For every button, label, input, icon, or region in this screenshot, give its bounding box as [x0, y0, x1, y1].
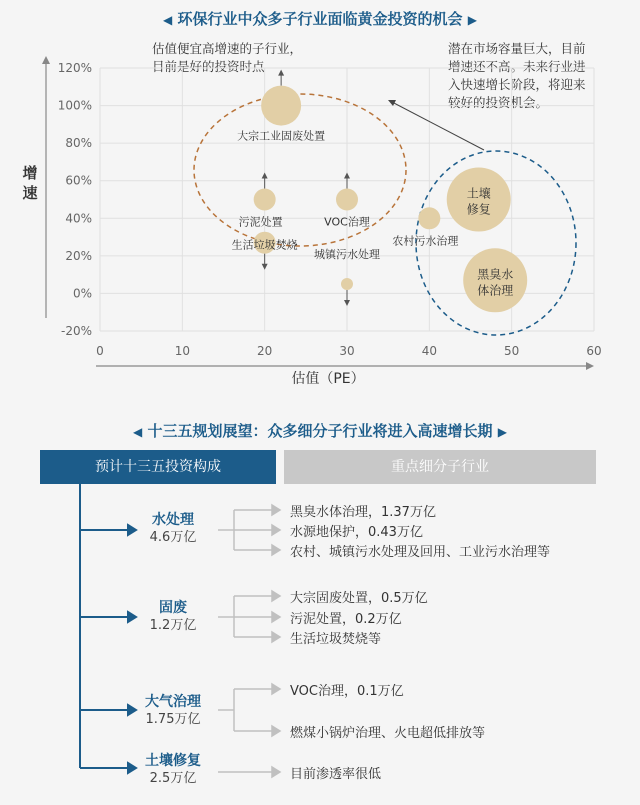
bubble-label: 大宗工业固废处置 [237, 129, 326, 143]
bubble-label: 体治理 [477, 283, 514, 298]
list-item: 目前渗透率很低 [290, 767, 382, 782]
bubble-label: 农村污水治理 [392, 234, 459, 248]
y-tick-label: 100% [57, 98, 92, 113]
x-tick-label: 60 [586, 344, 602, 358]
list-item: 生活垃圾焚烧等 [290, 632, 382, 647]
triangle-left-icon: ◀ [163, 13, 173, 27]
y-axis-label: 增 [22, 164, 38, 182]
x-tick-label: 50 [504, 344, 520, 358]
bubble-label: 城镇污水处理 [314, 248, 380, 262]
list-item: 水源地保护，0.43万亿 [290, 525, 423, 540]
x-tick-label: 0 [96, 344, 104, 358]
bubble-label: 生活垃圾焚烧 [231, 238, 298, 252]
triangle-left-icon: ◀ [133, 425, 143, 439]
note-right: 潜在市场容量巨大，目前 增速还不高。未来行业进 入快速增长阶段，将迎来 较好的投资机会。 [448, 41, 586, 110]
bubble-label: 土壤 [466, 186, 491, 201]
note-left: 估值便宜高增速的子行业， 目前是好的投资时点 [152, 41, 303, 74]
bubble-label: 修复 [466, 202, 491, 217]
x-tick-label: 40 [421, 344, 437, 358]
y-tick-label: -20% [60, 324, 92, 338]
x-tick-label: 10 [174, 344, 190, 358]
header-subsectors: 重点细分子行业 [284, 450, 596, 484]
y-tick-label: 80% [65, 136, 92, 151]
category-solid-waste: 固废 1.2万亿 [149, 600, 197, 633]
y-tick-label: 0% [72, 286, 92, 301]
triangle-right-icon: ▶ [467, 13, 477, 27]
list-item: 污泥处置，0.2万亿 [290, 612, 402, 627]
x-axis-label: 估值（PE） [291, 371, 365, 387]
chart-title: ◀ 环保行业中众多子行业面临黄金投资的机会 ▶ [163, 10, 477, 28]
y-tick-label: 60% [65, 173, 92, 188]
section2-title: ◀ 十三五规划展望：众多细分子行业将进入高速增长期 ▶ [133, 422, 507, 440]
x-tick-label: 20 [257, 344, 273, 358]
bubble-label: 黑臭水 [477, 267, 514, 282]
category-soil: 土壤修复 2.5万亿 [145, 753, 201, 786]
y-tick-label: 20% [65, 248, 92, 263]
list-item: 大宗固废处置，0.5万亿 [290, 591, 428, 606]
y-tick-label: 40% [65, 211, 92, 226]
header-investment: 预计十三五投资构成 [40, 450, 276, 484]
list-item: 农村、城镇污水处理及回用、工业污水治理等 [290, 545, 551, 560]
bubble-label: VOC治理 [324, 215, 370, 229]
category-water: 水处理 4.6万亿 [149, 512, 197, 545]
list-item: VOC治理，0.1万亿 [290, 684, 404, 699]
y-axis-label: 速 [22, 184, 38, 202]
x-tick-label: 30 [339, 344, 355, 358]
list-item: 燃煤小锅炉治理、火电超低排放等 [290, 726, 486, 741]
category-air: 大气治理 1.75万亿 [145, 694, 201, 727]
y-tick-label: 120% [57, 61, 92, 75]
bubble-label: 污泥处置 [238, 215, 283, 229]
triangle-right-icon: ▶ [497, 425, 507, 439]
list-item: 黑臭水体治理，1.37万亿 [290, 505, 436, 520]
